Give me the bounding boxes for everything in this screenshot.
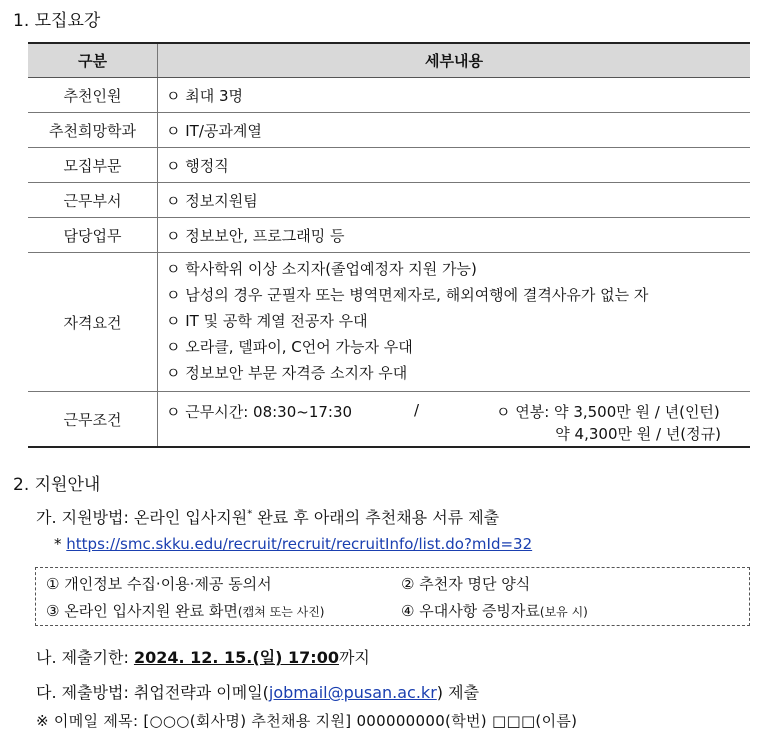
conditions-label: 근무조건	[28, 392, 158, 448]
deadline-label: 나. 제출기한:	[36, 648, 134, 667]
qualification-item: ㅇ 오라클, 델파이, C언어 가능자 우대	[166, 338, 413, 356]
document-item	[46, 600, 324, 621]
salary-intern: ㅇ 연봉: 약 3,500만 원 / 년(인턴)	[496, 403, 720, 421]
submit-method-line	[36, 680, 479, 703]
submit-email-link[interactable]: jobmail@pusan.ac.kr	[268, 683, 437, 702]
table-row	[28, 113, 750, 148]
qualifications-row	[28, 253, 750, 392]
table-header-row	[28, 43, 750, 78]
document-item	[401, 600, 588, 621]
email-subject-note: ※ 이메일 제목: [○○○(회사명) 추천채용 지원] 000000000(학번) □□□(이름)	[36, 712, 578, 730]
qualification-item: ㅇ 남성의 경우 군필자 또는 병역면제자로, 해외여행에 결격사유가 없는 자	[166, 286, 649, 304]
row-value: ㅇ 행정직	[158, 148, 751, 183]
recruitment-table	[28, 42, 750, 448]
row-label: 담당업무	[28, 218, 158, 253]
section-2-title: 2. 지원안내	[13, 475, 101, 495]
document-item: ② 추천자 명단 양식	[401, 575, 531, 593]
qualification-item: ㅇ 학사학위 이상 소지자(졸업예정자 지원 가능)	[166, 260, 477, 278]
link-star: *	[54, 535, 62, 553]
row-label: 추천희망학과	[28, 113, 158, 148]
header-details: 세부내용	[158, 43, 751, 78]
table-row	[28, 78, 750, 113]
qualification-item: ㅇ 정보보안 부문 자격증 소지자 우대	[166, 364, 408, 382]
method-star: *	[247, 508, 253, 520]
deadline-suffix: 까지	[338, 648, 370, 667]
submit-prefix: 다. 제출방법: 취업전략과 이메일(	[36, 683, 269, 702]
table-row	[28, 148, 750, 183]
salary-regular: 약 4,300만 원 / 년(정규)	[555, 425, 721, 443]
document-note: (보유 시)	[539, 605, 588, 619]
application-method	[36, 505, 499, 528]
conditions-separator: /	[414, 401, 420, 419]
submit-suffix: ) 제출	[436, 683, 480, 702]
header-category: 구분	[28, 43, 158, 78]
row-label: 모집부문	[28, 148, 158, 183]
row-value: ㅇ 최대 3명	[158, 78, 751, 113]
link-line	[54, 535, 532, 553]
row-label: 추천인원	[28, 78, 158, 113]
recruit-info-link[interactable]: https://smc.skku.edu/recruit/recruit/recruitInfo/list.do?mId=32	[66, 535, 533, 553]
row-value: ㅇ 정보보안, 프로그래밍 등	[158, 218, 751, 253]
row-label: 근무부서	[28, 183, 158, 218]
documents-box	[35, 567, 750, 626]
qualifications-label: 자격요건	[28, 253, 158, 392]
document-main: ④ 우대사항 증빙자료	[401, 602, 540, 620]
deadline-line	[36, 645, 370, 668]
method-prefix: 가. 지원방법: 온라인 입사지원	[36, 508, 248, 527]
section-1-title: 1. 모집요강	[13, 11, 101, 31]
document-main: ③ 온라인 입사지원 완료 화면	[46, 602, 238, 620]
table-row	[28, 218, 750, 253]
document-note: (캡쳐 또는 사진)	[237, 605, 325, 619]
qualifications-list	[158, 253, 751, 392]
conditions-cell	[158, 392, 751, 448]
row-value: ㅇ 정보지원팀	[158, 183, 751, 218]
work-hours: ㅇ 근무시간: 08:30~17:30	[166, 403, 353, 421]
qualification-item: ㅇ IT 및 공학 계열 전공자 우대	[166, 312, 368, 330]
row-value: ㅇ IT/공과계열	[158, 113, 751, 148]
table-row	[28, 183, 750, 218]
deadline-value: 2024. 12. 15.(일) 17:00	[133, 648, 339, 667]
method-suffix: 완료 후 아래의 추천채용 서류 제출	[252, 508, 500, 527]
conditions-row	[28, 392, 750, 448]
document-item: ① 개인정보 수집·이용·제공 동의서	[46, 575, 272, 593]
